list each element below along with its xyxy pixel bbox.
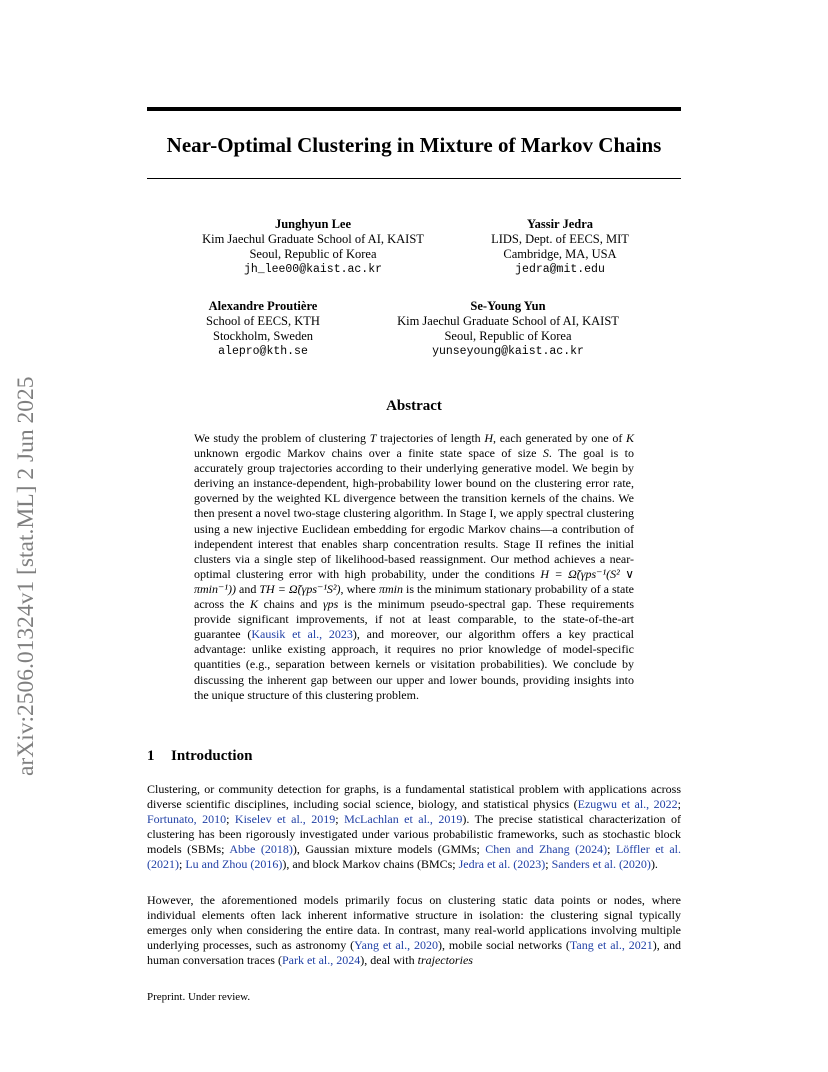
- author-name: Alexandre Proutière: [208, 299, 318, 313]
- abstract-run: . The goal is to accurately group trajectories according to their underlying generative model. We begin by deriving an instance-dependent, high-probability lower bound on the clustering error rate, governed by the weighted KL divergence between the transition kernels of the chains. We then present a novel two-stage clustering algorithm. In Stage I, we apply spectral clustering using a new injective Euclidean embedding for ergodic Markov chains—a contribution of independent interest that enables sharp concentration results. Stage II refines the initial clusters via a single step of likelihood-based reassignment. Our method achieves a near-optimal clustering error with high probability, under the conditions: [194, 446, 635, 581]
- math-symbol: πmin: [378, 581, 403, 596]
- text-run: However, the aforementioned models primarily focus on clustering static data points or nodes, where individual elements often lack inherent informative structure in isolation: the clustering signal typically emerges only when considering the entire data. In contrast, many real-world applications involving multiple underlying processes, such as astronomy (: [147, 893, 681, 953]
- abstract-heading: Abstract: [386, 398, 442, 414]
- abstract-text: [194, 431, 634, 703]
- abstract-run: , each generated by one of: [493, 431, 626, 445]
- author-block: [470, 217, 650, 277]
- author-block: [183, 217, 443, 277]
- citation-link[interactable]: Kiselev et al., 2019: [234, 812, 336, 827]
- text-run: ;: [677, 797, 681, 812]
- citation-link[interactable]: Sanders et al. (2020): [551, 857, 651, 872]
- author-affiliation: School of EECS, KTH: [206, 314, 320, 328]
- text-run: ;: [607, 842, 616, 857]
- text-run: ;: [179, 857, 186, 872]
- author-name: Junghyun Lee: [274, 217, 352, 231]
- citation-link[interactable]: Tang et al., 2021: [569, 938, 653, 953]
- intro-paragraph-1: [147, 782, 681, 873]
- text-run: ).: [650, 857, 658, 872]
- text-run: ;: [545, 857, 552, 872]
- author-block: [188, 299, 338, 359]
- author-location: Stockholm, Sweden: [213, 329, 313, 343]
- abstract-run: is the minimum pseudo-spectral gap. These requirements provide significant improvements, if not at least comparable, to the state-of-the-art guarantee (: [194, 597, 635, 642]
- arxiv-stamp: arXiv:2506.01324v1 [stat.ML] 2 Jun 2025: [13, 376, 39, 776]
- math-symbol: S: [542, 446, 549, 461]
- abstract-run: We study the problem of clustering: [194, 431, 370, 445]
- author-location: Cambridge, MA, USA: [503, 247, 617, 261]
- citation-link[interactable]: Ezugwu et al., 2022: [577, 797, 678, 812]
- citation-link[interactable]: McLachlan et al., 2019: [344, 812, 463, 827]
- footer-note: Preprint. Under review.: [147, 991, 251, 1003]
- author-email: alepro@kth.se: [218, 345, 308, 358]
- citation-link[interactable]: Park et al., 2024: [281, 953, 361, 968]
- math-condition: H = Ω̃(γps⁻¹(S² ∨ πmin⁻¹)): [194, 566, 634, 596]
- text-run: ), and block Markov chains (BMCs;: [282, 857, 459, 872]
- math-symbol: T: [369, 431, 377, 445]
- abstract-run: chains and: [257, 597, 323, 612]
- citation-link[interactable]: Löffler et al. (2021): [147, 842, 682, 872]
- author-block: [378, 299, 638, 359]
- abstract-run: and: [235, 581, 260, 596]
- abstract-run: trajectories of length: [376, 431, 485, 445]
- text-run: Clustering, or community detection for graphs, is a fundamental statistical problem with applications across diverse scientific disciplines, including social science, biology, and statistical physics (: [147, 782, 681, 812]
- author-location: Seoul, Republic of Korea: [249, 247, 377, 261]
- text-run: ), deal with: [360, 953, 418, 968]
- author-email: jedra@mit.edu: [515, 263, 605, 276]
- author-affiliation: Kim Jaechul Graduate School of AI, KAIST: [397, 314, 619, 328]
- math-condition: TH = Ω̃(γps⁻¹S²): [259, 581, 341, 596]
- intro-paragraph-2: [147, 893, 681, 968]
- author-email: jh_lee00@kaist.ac.kr: [243, 263, 383, 276]
- citation-link[interactable]: Yang et al., 2020: [354, 938, 438, 953]
- math-symbol: γps: [322, 597, 339, 612]
- section-number: 1: [147, 748, 155, 764]
- author-name: Se-Young Yun: [470, 299, 546, 313]
- author-location: Seoul, Republic of Korea: [444, 329, 572, 343]
- emphasis: trajectories: [417, 953, 473, 968]
- citation-link[interactable]: Lu and Zhou (2016): [185, 857, 283, 872]
- abstract-run: is the minimum stationary probability of a state across the: [194, 581, 634, 612]
- text-run: ), and human conversation traces (: [147, 938, 681, 968]
- citation-link[interactable]: Jedra et al. (2023): [458, 857, 546, 872]
- text-run: ;: [335, 812, 345, 827]
- abstract-run: , where: [340, 581, 379, 596]
- text-run: ), mobile social networks (: [437, 938, 570, 953]
- author-email: yunseyoung@kaist.ac.kr: [432, 345, 584, 358]
- text-run: ). The precise statistical characterization of clustering has been rigorously investigated under various probabilistic frameworks, such as stochastic block models (SBMs;: [147, 812, 681, 857]
- abstract-run: unknown ergodic Markov chains over a finite state space of size: [194, 446, 543, 461]
- abstract-run: ), and moreover, our algorithm offers a key practical advantage: unlike existing approach, it requires no prior knowledge of model-specific quantities (e.g., separation between kernels or visitation probabilities). We conclude by discussing the inherent gap between our upper and lower bounds, providing insights into the unique structure of this clustering problem.: [194, 627, 634, 702]
- paper-title: Near-Optimal Clustering in Mixture of Markov Chains: [166, 133, 662, 157]
- citation-link[interactable]: Kausik et al., 2023: [251, 627, 353, 642]
- text-run: ;: [226, 812, 235, 827]
- text-run: ), Gaussian mixture models (GMMs;: [292, 842, 486, 857]
- author-affiliation: LIDS, Dept. of EECS, MIT: [491, 232, 629, 246]
- author-affiliation: Kim Jaechul Graduate School of AI, KAIST: [202, 232, 424, 246]
- section-title: Introduction: [171, 748, 253, 764]
- math-symbol: K: [626, 431, 635, 445]
- math-symbol: H: [484, 431, 494, 445]
- math-symbol: K: [249, 597, 258, 612]
- section-heading: [147, 746, 252, 766]
- citation-link[interactable]: Chen and Zhang (2024): [485, 842, 608, 857]
- title-rule: [147, 178, 681, 179]
- citation-link[interactable]: Fortunato, 2010: [147, 812, 227, 827]
- top-rule: [147, 107, 681, 111]
- citation-link[interactable]: Abbe (2018): [229, 842, 293, 857]
- author-name: Yassir Jedra: [526, 217, 594, 231]
